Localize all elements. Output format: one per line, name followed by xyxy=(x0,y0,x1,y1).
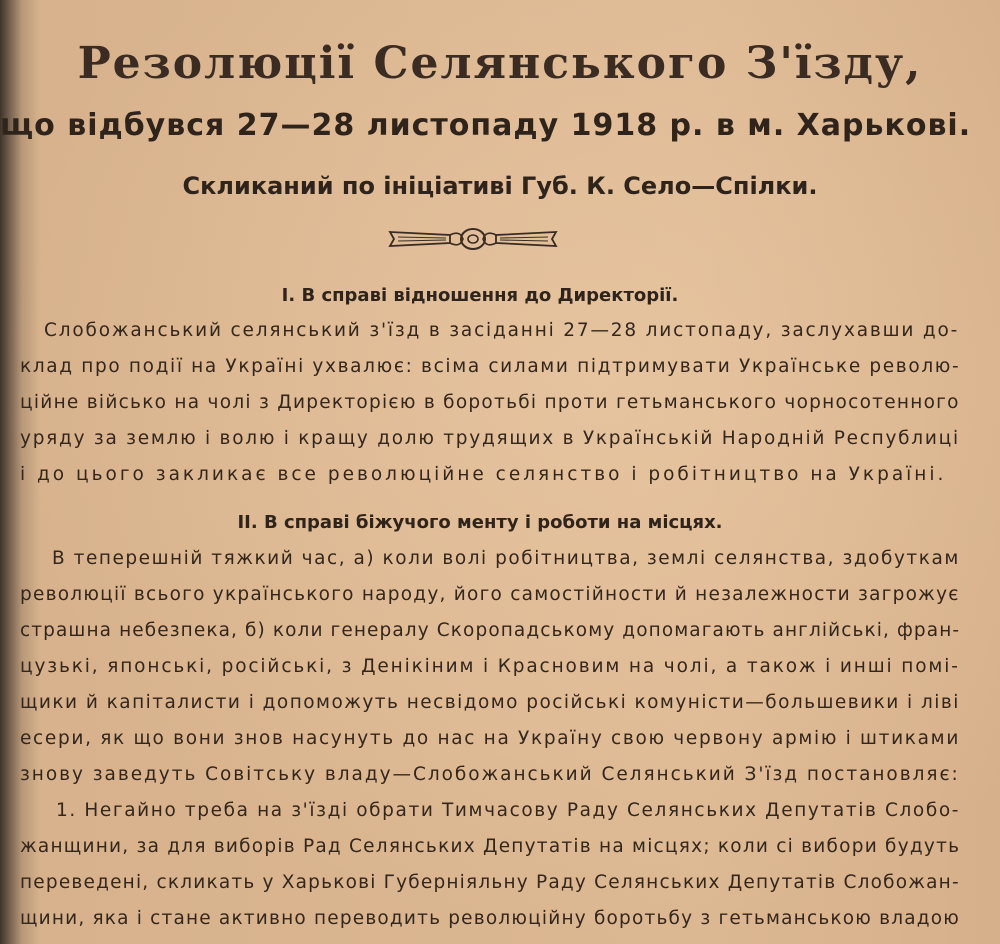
section2-line: щики й капіталисти і допоможуть несвідомо російські комуністи—большевики і ліві xyxy=(20,692,960,713)
convened-by-line: Скликаний по ініціативі Губ. К. Село—Спілки. xyxy=(182,172,818,200)
section2-line: В теперешній тяжкий час, а) коли волі робітництва, землі селянства, здобуткам xyxy=(52,548,960,569)
section2-line: жанщини, за для виборів Рад Селянських Депутатів на місцях; коли сі вибори будуть xyxy=(20,836,961,857)
section2-line: переведені, скликать у Харькові Губерніяльну Раду Селянських Депутатів Слобожан- xyxy=(20,872,960,893)
section1-line: Слобожанський селянський з'їзд в засіданні 27—28 листопаду, заслухавши до- xyxy=(44,320,960,341)
section1-line: і до цього закликає все революційне селянство і робітництво на Україні. xyxy=(20,464,947,485)
section1-line: ційне військо на чолі з Директорією в боротьбі проти гетьманського чорносотенного xyxy=(20,392,960,413)
section2-line: страшна небезпека, б) коли генералу Скоропадському допомагають англійські, фран- xyxy=(20,620,961,641)
section-heading-directory: I. В справі відношення до Директорії. xyxy=(281,285,679,306)
section2-line: цузькі, японські, російські, з Денікіним і Красновим на чолі, а також і инші помі- xyxy=(20,656,960,677)
section2-line: щини, яка і стане активно переводить революційну боротьбу з гетьманською владою xyxy=(20,908,961,929)
section2-line: знову заведуть Совітську владу—Слобожанський Селянський З'їзд постановляє: xyxy=(20,764,960,785)
section1-line: клад про події на Україні ухвалює: всіма силами підтримувати Українське револю- xyxy=(20,356,961,377)
section2-line: есери, як що вони знов насунуть до нас на Україну свою червону армію і штиками xyxy=(20,728,961,749)
ornament-divider-icon xyxy=(388,226,558,252)
section2-line: 1. Негайно треба на з'їзді обрати Тимчасову Раду Селянських Депутатів Слобо- xyxy=(56,800,961,821)
section2-line: революції всього українського народу, його самостійности й незалежности загрожує xyxy=(20,584,960,605)
section1-line: уряду за землю і волю і кращу долю трудящих в Українській Народній Республиці xyxy=(20,428,960,449)
document-subtitle: що відбувся 27—28 листопаду 1918 р. в м. Харькові. xyxy=(0,108,972,143)
document-title: Резолюції Селянського З'їзду, xyxy=(77,38,923,89)
section-heading-current-moment: II. В справі біжучого менту і роботи на місцях. xyxy=(237,512,723,533)
